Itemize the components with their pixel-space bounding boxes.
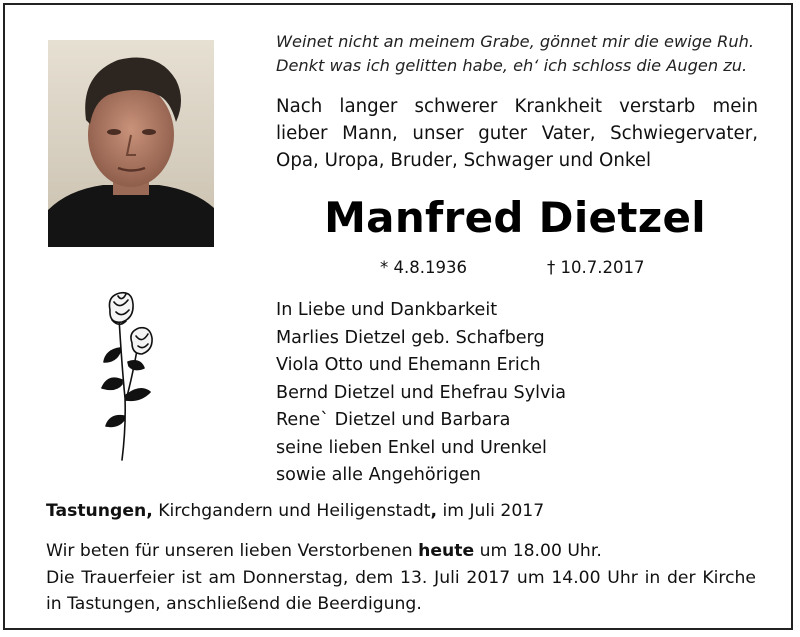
verse-line-2: Denkt was ich gelitten habe, eh‘ ich schloss die Augen zu. (276, 56, 748, 75)
list-item: sowie alle Angehörigen (276, 465, 481, 485)
prayer-text-start: Wir beten für unseren lieben Verstorbenen (46, 541, 419, 561)
list-item: Marlies Dietzel geb. Schafberg (276, 327, 545, 348)
prayer-notice (46, 538, 756, 565)
death-announcement-text: Nach langer schwerer Krankheit verstarb mein lieber Mann, unser guter Vater, Schwiegervater, Opa, Uropa, Bruder, Schwager und Onkel (276, 96, 758, 171)
list-item: In Liebe und Dankbarkeit (276, 300, 498, 320)
rose-icon (92, 288, 172, 464)
place-town: Tastungen, (46, 501, 153, 521)
place-comma: , (430, 501, 437, 521)
place-date-line (46, 499, 766, 523)
place-others: Kirchgandern und Heiligenstadt (152, 501, 431, 521)
portrait-photo (48, 40, 214, 247)
list-item: Rene` Dietzel und Barbara (276, 410, 511, 430)
list-item: Bernd Dietzel und Ehefrau Sylvia (276, 382, 567, 403)
prayer-text-today: heute (418, 541, 475, 561)
deceased-name: Manfred Dietzel (324, 193, 706, 242)
mourners-list (276, 297, 726, 490)
list-item: seine lieben Enkel und Urenkel (276, 437, 547, 458)
prayer-text-end: um 18.00 Uhr. (474, 541, 602, 561)
death-date: † 10.7.2017 (547, 258, 645, 277)
list-item: Viola Otto und Ehemann Erich (276, 355, 541, 375)
funeral-notice: Die Trauerfeier ist am Donnerstag, dem 13. Juli 2017 um 14.00 Uhr in der Kirche in Tastungen, anschließend die Beerdigung. (46, 567, 756, 614)
place-date: im Juli 2017 (437, 501, 545, 521)
verse-line-1: Weinet nicht an meinem Grabe, gönnet mir die ewige Ruh. (276, 32, 754, 51)
birth-date: * 4.8.1936 (380, 258, 467, 277)
service-notice (46, 538, 756, 618)
memorial-verse (276, 30, 766, 78)
